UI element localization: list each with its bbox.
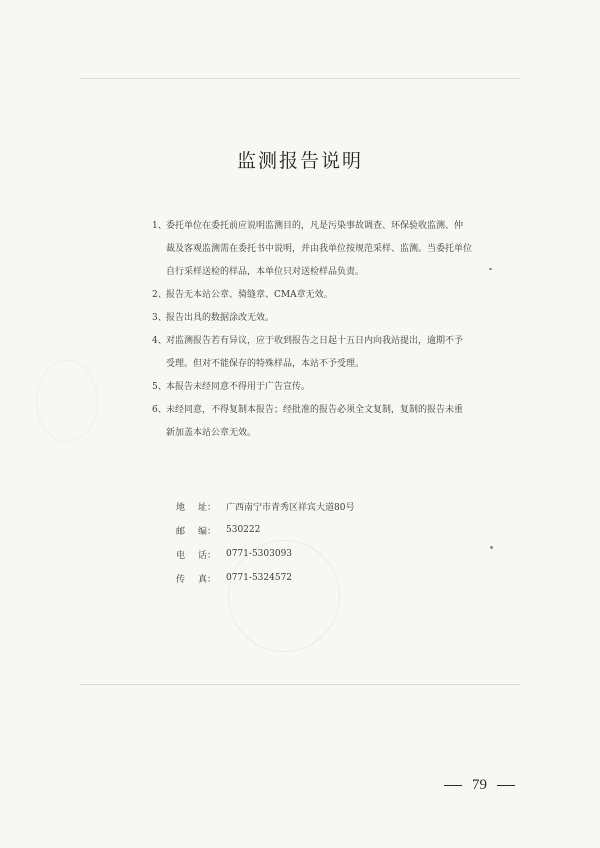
notes-list [152, 215, 472, 445]
note-line: 受理。但对不能保存的特殊样品，本站不予受理。 [166, 359, 365, 369]
note-number: 6、 [152, 405, 167, 415]
note-number: 5、 [152, 382, 167, 392]
note-line: 对监测报告若有异议，应于收到报告之日起十五日内向我站提出，逾期不予 [166, 336, 464, 346]
contact-value: 530222 [226, 525, 261, 535]
scan-speck [489, 268, 492, 270]
page-title: 监测报告说明 [236, 150, 363, 172]
contact-postcode [176, 518, 354, 542]
note-line: 自行采样送检的样品，本单位只对送检样品负责。 [166, 267, 365, 277]
note-item [152, 376, 472, 399]
contact-fax [176, 566, 354, 590]
scan-artifact-line [80, 78, 520, 79]
note-number: 4、 [152, 336, 167, 346]
contact-label: 邮 编： [176, 526, 216, 537]
contact-address [176, 494, 354, 518]
dash-left [444, 785, 462, 787]
note-number: 2、 [152, 290, 167, 300]
page-number [444, 777, 515, 794]
note-item [152, 215, 472, 284]
contact-label: 地 址： [176, 502, 216, 513]
note-line: 报告无本站公章、骑缝章、CMA章无效。 [166, 290, 333, 300]
note-line: 本报告未经同意不得用于广告宣传。 [166, 382, 311, 392]
contact-value: 0771-5324572 [226, 573, 293, 583]
contact-info [176, 494, 354, 590]
contact-label: 电 话： [176, 550, 216, 561]
page-number-value: 79 [472, 777, 487, 793]
note-line: 未经同意，不得复制本报告；经批准的报告必须全文复制，复制的报告未重 [166, 405, 464, 415]
note-item [152, 307, 472, 330]
contact-value: 0771-5303093 [226, 549, 293, 559]
note-item [152, 330, 472, 376]
faint-stamp-mark [36, 360, 98, 442]
note-line: 裁及客观监测需在委托书中说明，并由我单位按规范采样、监测。当委托单位 [166, 244, 473, 254]
note-item [152, 284, 472, 307]
note-number: 3、 [152, 313, 167, 323]
dash-right [497, 785, 515, 787]
contact-phone [176, 542, 354, 566]
note-line: 新加盖本站公章无效。 [166, 428, 257, 438]
contact-label: 传 真： [176, 574, 216, 585]
note-number: 1、 [152, 221, 167, 231]
note-item [152, 399, 472, 445]
scan-speck [490, 546, 493, 549]
note-line: 报告出具的数据涂改无效。 [166, 313, 275, 323]
note-line: 委托单位在委托前应说明监测目的，凡是污染事故调查、环保验收监测、仲 [166, 221, 464, 231]
scan-artifact-line [80, 684, 520, 685]
contact-value: 广西南宁市青秀区祥宾大道80号 [226, 502, 355, 513]
